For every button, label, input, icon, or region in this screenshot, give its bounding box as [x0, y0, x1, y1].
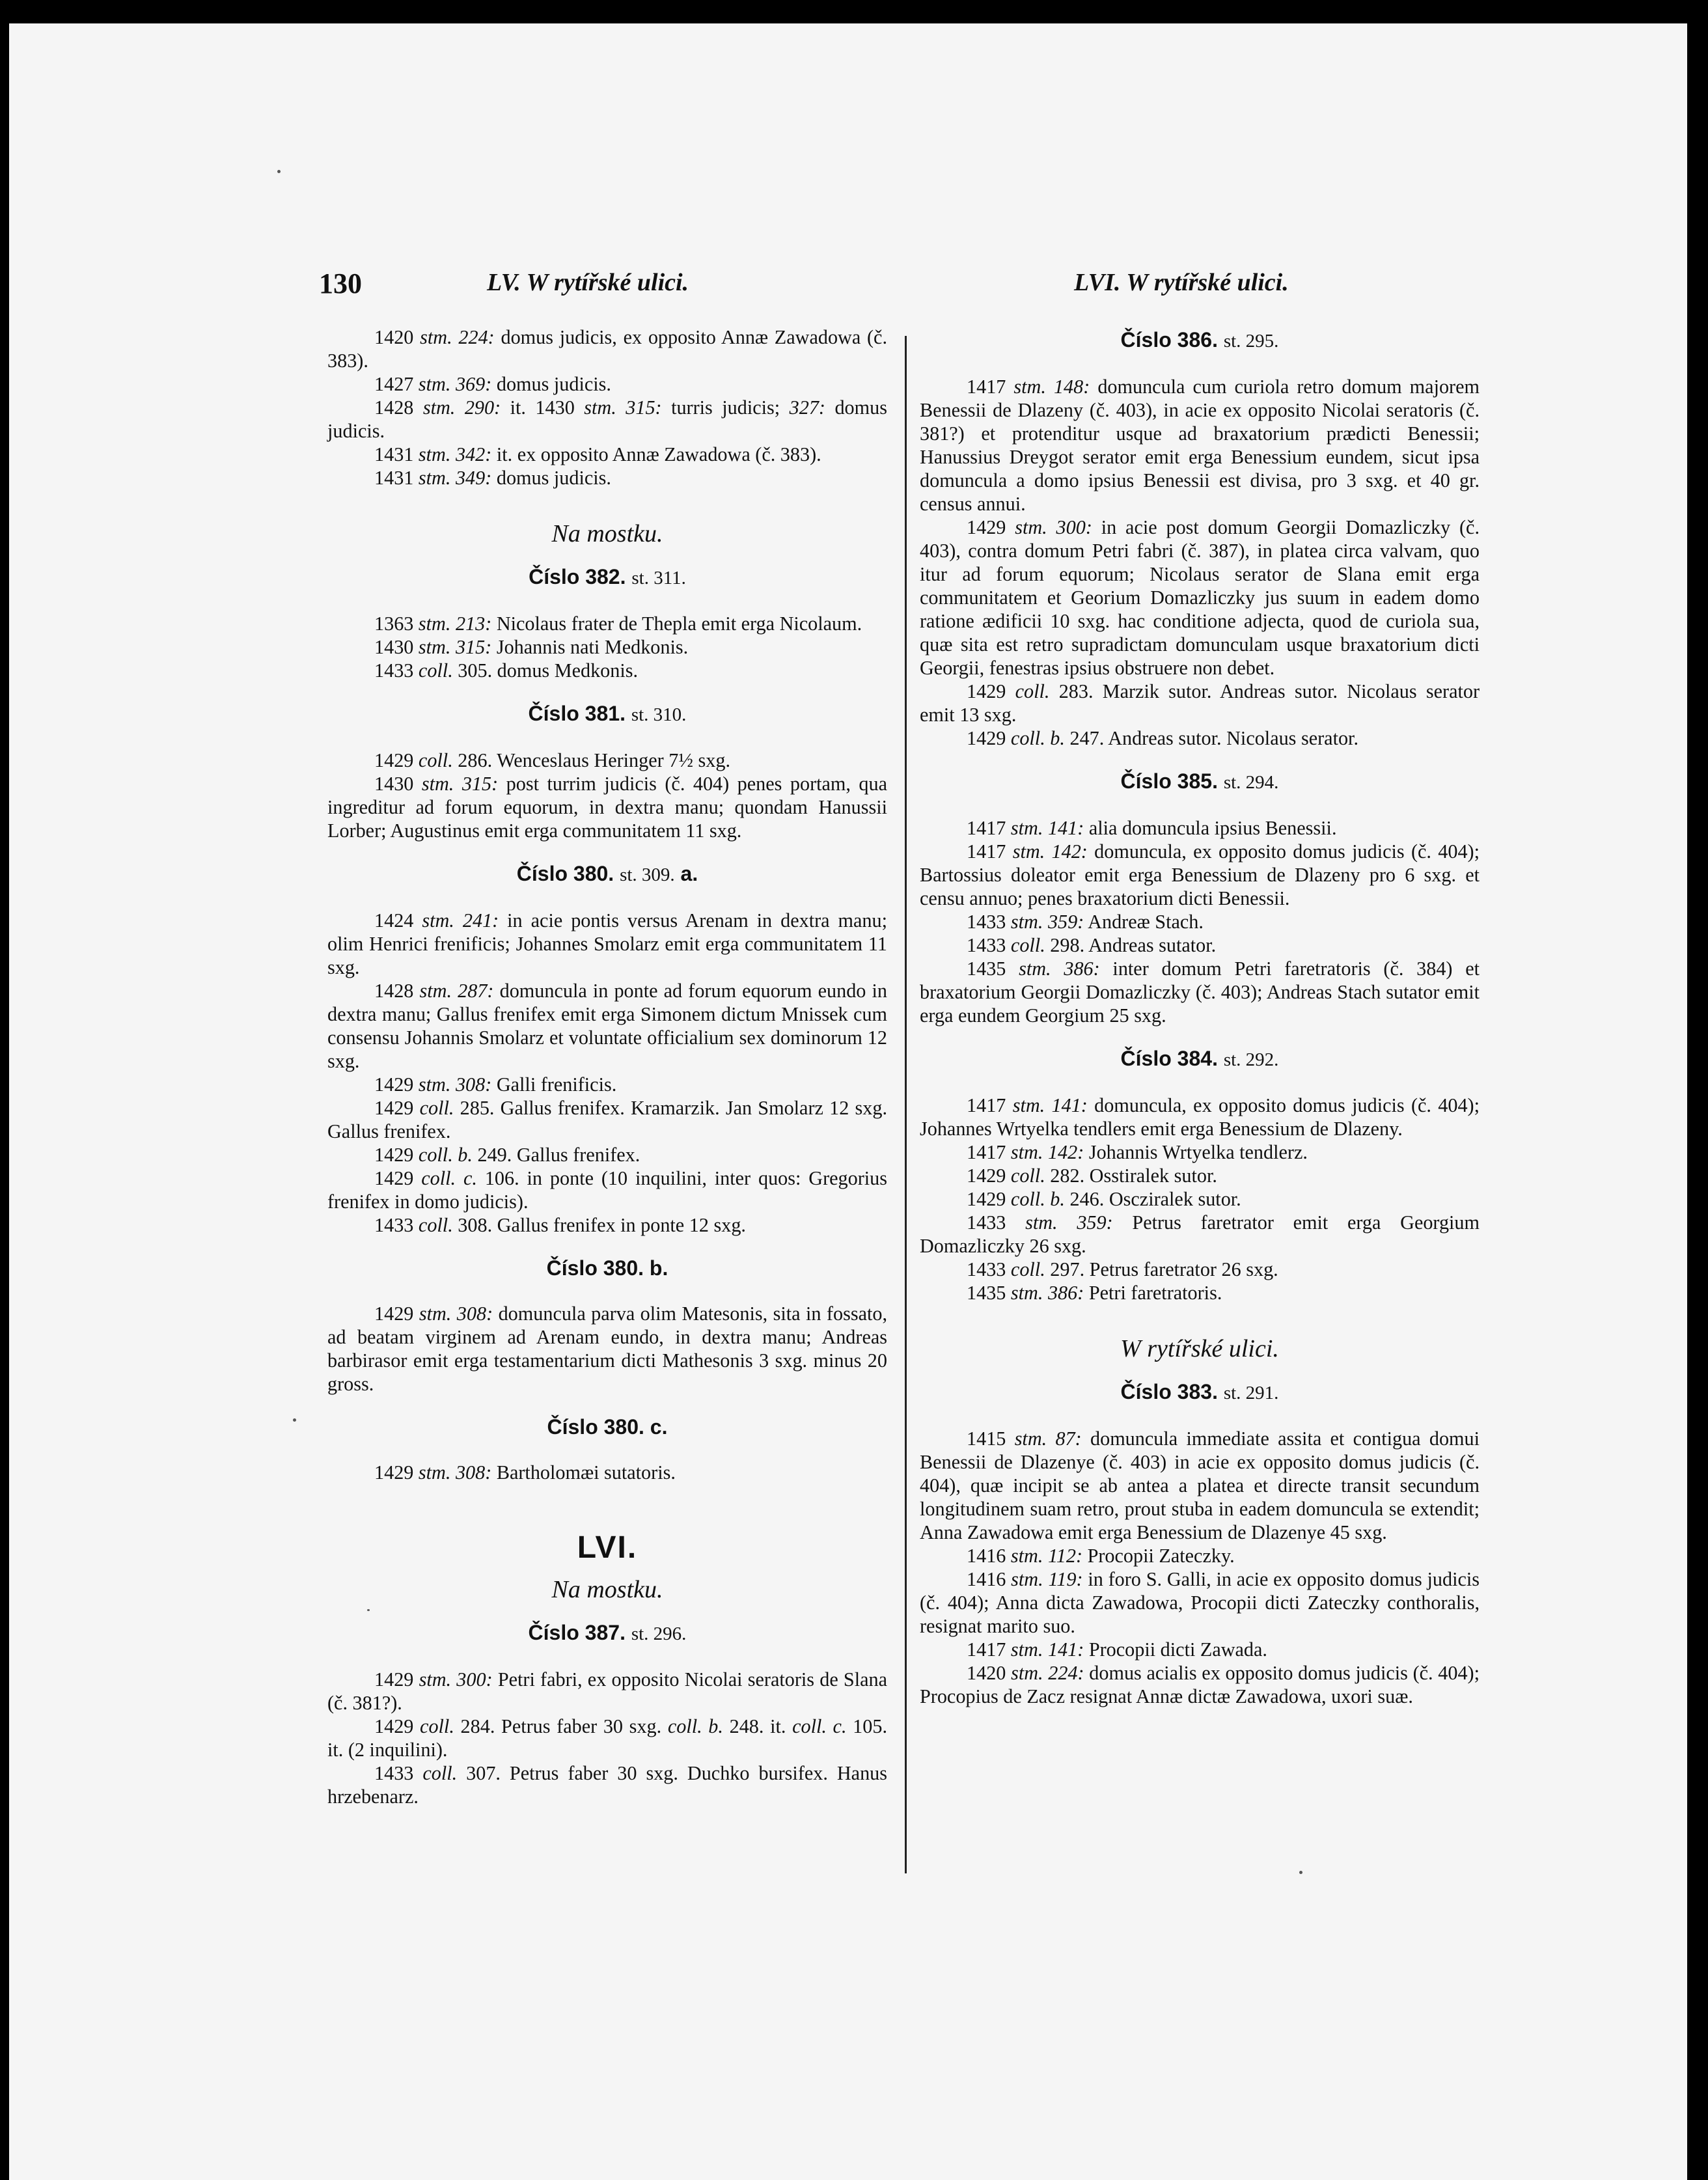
- entry-text: 1429: [374, 1097, 420, 1119]
- entry-text: 1427: [374, 373, 419, 395]
- register-entry: [327, 1668, 887, 1715]
- entry-text: domuncula cum curiola retro domum majorem Benessii de Dlazeny (č. 403), in acie ex opposito Nicolai seratoris (č. 381?) et protenditur usque ad braxatorium prædicti Benessii; Hanussius Dreygot serator emit erga Benessium eundem, sicut ipsa domuncula a domo ipsius Benessii est divisa, pro 3 sxg. et 40 gr. census annui.: [920, 376, 1480, 515]
- entry-reference: 327:: [789, 396, 825, 419]
- section-heading-387: [327, 1621, 887, 1646]
- entry-text: 1415: [967, 1428, 1015, 1450]
- entry-text: 1433: [967, 934, 1011, 956]
- section-heading-382: [327, 565, 887, 590]
- entry-text: 1429: [967, 1165, 1011, 1187]
- entry-reference: stm. 386:: [1019, 958, 1100, 980]
- entry-text: 1431: [374, 443, 419, 465]
- register-entry: [920, 1427, 1480, 1544]
- entry-reference: stm. 213:: [418, 613, 492, 635]
- entry-reference: stm. 300:: [1015, 516, 1092, 538]
- entry-text: domus judicis.: [491, 467, 611, 489]
- entry-reference: stm. 315:: [421, 773, 499, 795]
- entry-text: 1420: [967, 1662, 1012, 1684]
- scan-border-right: [1687, 0, 1708, 2180]
- entry-text: 1429: [967, 727, 1011, 749]
- section-st: st. 294.: [1223, 772, 1279, 793]
- register-entry: [327, 1213, 887, 1237]
- section-title: Číslo 380.: [546, 1256, 644, 1280]
- entry-text: Procopii Zateczky.: [1082, 1545, 1235, 1567]
- chapter-number: LVI.: [577, 1530, 638, 1565]
- entry-reference: coll.: [418, 1214, 453, 1236]
- entry-reference: coll. b.: [418, 1144, 473, 1166]
- register-entry: [920, 1211, 1480, 1258]
- entry-text: domuncula immediate assita et contigua domui Benessii de Dlazenye (č. 403) in acie ex opposito domus judicis (č. 404), quæ incipit se ab antea a platea et directe transit secundum longitudinem suam retro, prout stuba in eadem domuncula se extendit; Anna Zawadowa emit erga Benessium de Dlazenye 45 sxg.: [920, 1428, 1480, 1543]
- entry-text: 308. Gallus frenifex in ponte 12 sxg.: [452, 1214, 746, 1236]
- entry-reference: stm. 142:: [1012, 840, 1088, 862]
- entry-reference: stm. 87:: [1014, 1428, 1082, 1450]
- register-entry: [920, 1187, 1480, 1211]
- intro-entries: [327, 325, 887, 490]
- entry-text: 249. Gallus frenifex.: [472, 1144, 640, 1166]
- entry-text: 1433: [967, 1211, 1026, 1234]
- entry-text: 1429: [374, 749, 419, 771]
- section-st: st. 292.: [1223, 1049, 1279, 1070]
- section-heading-385: [920, 769, 1480, 794]
- register-entry: [327, 659, 887, 682]
- entry-reference: stm. 349:: [418, 467, 492, 489]
- entry-text: domuncula in ponte ad forum equorum eundo in dextra manu; Gallus frenifex emit erga Simonem dictum Mnissek cum consensu Johannis Smolarz et voluntate officialium sex dominorum 12 sxg.: [327, 980, 888, 1072]
- register-entry: [920, 1164, 1480, 1187]
- entry-reference: coll. b.: [1010, 1188, 1065, 1210]
- entry-reference: stm. 308:: [419, 1303, 493, 1325]
- entry-text: turris judicis;: [661, 396, 790, 419]
- scan-border-left: [0, 0, 9, 2180]
- register-entry: [327, 396, 887, 443]
- entry-reference: stm. 315:: [418, 636, 492, 658]
- entry-text: 247. Andreas sutor. Nicolaus serator.: [1064, 727, 1358, 749]
- entry-text: 1429: [374, 1167, 422, 1189]
- entry-reference: stm. 300:: [419, 1668, 493, 1690]
- entry-reference: coll. b.: [1010, 727, 1065, 749]
- section-title: Číslo 385.: [1120, 769, 1218, 793]
- entry-reference: stm. 224:: [1011, 1662, 1084, 1684]
- register-entry: [327, 909, 887, 979]
- section-380b-entries: [327, 1302, 887, 1396]
- entry-text: Andreæ Stach.: [1084, 911, 1204, 933]
- section-st: st. 296.: [631, 1623, 687, 1644]
- entry-reference: stm. 342:: [418, 443, 492, 465]
- entry-text: 297. Petrus faretrator 26 sxg.: [1045, 1258, 1278, 1280]
- subheading-w-rytirske-ulici: W rytířské ulici.: [1120, 1335, 1279, 1362]
- entry-text: 1433: [374, 1214, 419, 1236]
- entry-reference: coll.: [418, 749, 453, 771]
- entry-text: domus acialis ex opposito domus judicis (č. 404); Procopius de Zacz resignat Annæ dictæ Zawadowa, uxori suæ.: [920, 1662, 1480, 1707]
- page-number: 130: [319, 268, 362, 299]
- entry-reference: coll.: [1010, 1258, 1045, 1280]
- entry-reference: stm. 308:: [418, 1461, 492, 1483]
- section-title: Číslo 387.: [528, 1621, 626, 1644]
- entry-text: 248. it.: [723, 1715, 793, 1737]
- register-entry: [327, 1715, 887, 1761]
- entry-text: 1433: [967, 1258, 1011, 1280]
- section-heading-386: [920, 328, 1480, 353]
- section-381-entries: [327, 749, 887, 842]
- entry-text: 283. Marzik sutor. Andreas sutor. Nicolaus serator emit 13 sxg.: [920, 680, 1480, 726]
- section-suffix: c.: [650, 1415, 668, 1439]
- register-entry: [920, 840, 1480, 910]
- section-title: Číslo 386.: [1120, 328, 1218, 352]
- entry-text: domuncula, ex opposito domus judicis (č. 404); Johannes Wrtyelka tendlers emit erga Benessium de Dlazeny.: [920, 1094, 1480, 1140]
- entry-reference: stm. 359:: [1025, 1211, 1113, 1234]
- register-entry: [327, 1096, 887, 1143]
- speck: [277, 170, 281, 173]
- register-entry: [327, 325, 887, 372]
- register-entry: [327, 372, 887, 396]
- entry-text: 1416: [967, 1568, 1012, 1590]
- entry-reference: stm. 386:: [1010, 1282, 1084, 1304]
- section-386-entries: [920, 375, 1480, 750]
- entry-text: 1428: [374, 980, 420, 1002]
- section-st: st. 311.: [631, 568, 686, 588]
- entry-text: Johannis Wrtyelka tendlerz.: [1084, 1141, 1308, 1163]
- section-title: Číslo 381.: [528, 702, 626, 725]
- entry-reference: coll.: [1015, 680, 1050, 702]
- section-heading-381: [327, 702, 887, 726]
- left-column: [327, 325, 887, 1808]
- entry-reference: stm. 241:: [422, 909, 499, 931]
- section-385-entries: [920, 816, 1480, 1027]
- speck: [293, 1418, 296, 1422]
- entry-reference: stm. 141:: [1010, 817, 1084, 839]
- entry-text: 1430: [374, 636, 419, 658]
- entry-reference: coll.: [1010, 934, 1045, 956]
- entry-text: 1420: [374, 326, 420, 348]
- entry-text: domus judicis, ex opposito Annæ Zawadowa (č. 383).: [327, 326, 887, 372]
- entry-text: 105. it. (2 inquilini).: [327, 1715, 887, 1761]
- entry-reference: stm. 112:: [1010, 1545, 1083, 1567]
- entry-reference: coll. c.: [421, 1167, 477, 1189]
- entry-text: 305. domus Medkonis.: [452, 659, 639, 682]
- entry-text: 284. Petrus faber 30 sxg.: [454, 1715, 668, 1737]
- right-column: [920, 325, 1480, 1708]
- entry-text: 1417: [967, 817, 1011, 839]
- section-heading-380c: [327, 1415, 887, 1439]
- register-entry: [327, 979, 887, 1073]
- running-head-left: LV. W rytířské ulici.: [487, 269, 689, 296]
- register-entry: [327, 772, 887, 842]
- entry-text: domus judicis.: [327, 396, 887, 442]
- entry-text: 1417: [967, 840, 1013, 862]
- register-entry: [920, 375, 1480, 516]
- section-383-entries: [920, 1427, 1480, 1708]
- entry-text: 285. Gallus frenifex. Kramarzik. Jan Smolarz 12 sxg. Gallus frenifex.: [327, 1097, 887, 1142]
- entry-text: 307. Petrus faber 30 sxg. Duchko bursifex. Hanus hrzebenarz.: [327, 1762, 888, 1808]
- entry-text: 1424: [374, 909, 422, 931]
- register-entry: [920, 933, 1480, 957]
- entry-reference: coll. b.: [667, 1715, 723, 1737]
- register-entry: [327, 1302, 887, 1396]
- register-entry: [920, 1638, 1480, 1661]
- entry-text: 1429: [374, 1073, 419, 1096]
- entry-text: 1417: [967, 376, 1014, 398]
- register-entry: [327, 1761, 887, 1808]
- register-entry: [327, 1461, 887, 1484]
- entry-text: 246. Oscziralek sutor.: [1064, 1188, 1241, 1210]
- section-title: Číslo 380.: [547, 1415, 644, 1439]
- entry-text: 1429: [374, 1144, 419, 1166]
- register-entry: [920, 957, 1480, 1027]
- section-382-entries: [327, 612, 887, 682]
- entry-text: 1429: [374, 1303, 419, 1325]
- section-heading-380b: [327, 1256, 887, 1280]
- register-entry: [327, 1073, 887, 1096]
- entry-reference: stm. 308:: [418, 1073, 492, 1096]
- entry-text: Johannis nati Medkonis.: [491, 636, 689, 658]
- entry-text: Bartholomæi sutatoris.: [491, 1461, 676, 1483]
- entry-reference: stm. 119:: [1011, 1568, 1083, 1590]
- register-entry: [327, 466, 887, 490]
- entry-text: 1429: [967, 680, 1015, 702]
- entry-text: Petri fabri, ex opposito Nicolai seratoris de Slana (č. 381?).: [327, 1668, 887, 1714]
- entry-text: 1433: [374, 659, 419, 682]
- entry-reference: coll.: [420, 1715, 454, 1737]
- entry-text: alia domuncula ipsius Benessii.: [1084, 817, 1337, 839]
- entry-reference: stm. 141:: [1012, 1094, 1088, 1116]
- entry-reference: stm. 287:: [419, 980, 494, 1002]
- section-title: Číslo 380.: [516, 862, 614, 885]
- entry-text: 106. in ponte (10 inquilini, inter quos: Gregorius frenifex in domo judicis).: [327, 1167, 888, 1213]
- section-title: Číslo 383.: [1120, 1380, 1218, 1403]
- entry-text: 298. Andreas sutator.: [1045, 934, 1217, 956]
- section-st: st. 309.: [620, 864, 675, 885]
- entry-text: post turrim judicis (č. 404) penes portam, qua ingreditur ad forum equorum, in dextra manu; quondam Hanussii Lorber; Augustinus emit erga communitatem 11 sxg.: [327, 773, 887, 842]
- entry-text: 1435: [967, 1282, 1011, 1304]
- register-entry: [920, 680, 1480, 726]
- section-heading-380a: [327, 862, 887, 887]
- register-entry: [920, 1661, 1480, 1708]
- entry-reference: stm. 142:: [1010, 1141, 1084, 1163]
- entry-text: 1429: [967, 516, 1015, 538]
- entry-text: 1433: [374, 1762, 423, 1784]
- entry-text: in acie pontis versus Arenam in dextra manu; olim Henrici frenificis; Johannes Smolarz emit erga communitatem 11 sxg.: [327, 909, 888, 978]
- scan-border-top: [0, 0, 1708, 23]
- entry-text: it. 1430: [501, 396, 585, 419]
- entry-text: domuncula parva olim Matesonis, sita in fossato, ad beatam virginem ad Arenam eundo, in dextra manu; Andreas barbirasor emit erga testamentarium dicti Mathesonis 3 sxg. minus 20 gross.: [327, 1303, 887, 1395]
- entry-text: 286. Wenceslaus Heringer 7½ sxg.: [452, 749, 730, 771]
- entry-text: 1428: [374, 396, 423, 419]
- entry-text: 1430: [374, 773, 422, 795]
- entry-text: 1417: [967, 1094, 1013, 1116]
- subheading-na-mostku: Na mostku.: [551, 520, 663, 547]
- section-380a-entries: [327, 909, 887, 1237]
- entry-reference: coll. c.: [792, 1715, 847, 1737]
- section-387-entries: [327, 1668, 887, 1808]
- entry-text: 1429: [374, 1715, 420, 1737]
- register-entry: [920, 1258, 1480, 1281]
- register-entry: [327, 612, 887, 635]
- register-entry: [920, 816, 1480, 840]
- section-st: st. 291.: [1223, 1383, 1279, 1403]
- entry-text: Procopii dicti Zawada.: [1084, 1638, 1267, 1661]
- entry-text: 1435: [967, 958, 1019, 980]
- register-entry: [327, 443, 887, 466]
- entry-reference: stm. 359:: [1010, 911, 1084, 933]
- register-entry: [920, 1567, 1480, 1638]
- entry-text: 1363: [374, 613, 419, 635]
- entry-reference: stm. 141:: [1010, 1638, 1084, 1661]
- column-divider: [905, 336, 907, 1873]
- entry-text: Nicolaus frater de Thepla emit erga Nicolaum.: [491, 613, 862, 635]
- entry-text: 1429: [967, 1188, 1011, 1210]
- section-heading-383: [920, 1380, 1480, 1405]
- register-entry: [327, 635, 887, 659]
- entry-text: 1416: [967, 1545, 1011, 1567]
- entry-reference: coll.: [1010, 1165, 1045, 1187]
- entry-text: in foro S. Galli, in acie ex opposito domus judicis (č. 404); Anna dicta Zawadowa, Procopii dicti Zateczky conthoralis, resignat marito suo.: [920, 1568, 1480, 1637]
- speck: [1299, 1871, 1302, 1874]
- entry-reference: stm. 148:: [1013, 376, 1090, 398]
- entry-text: Galli frenificis.: [491, 1073, 617, 1096]
- running-head-right: LVI. W rytířské ulici.: [1074, 269, 1289, 296]
- entry-text: 1417: [967, 1638, 1011, 1661]
- register-entry: [920, 1094, 1480, 1140]
- register-entry: [327, 749, 887, 772]
- section-st: st. 295.: [1223, 331, 1279, 352]
- entry-text: Petrus faretrator emit erga Georgium Domazliczky 26 sxg.: [920, 1211, 1480, 1257]
- register-entry: [920, 1281, 1480, 1304]
- register-entry: [327, 1166, 887, 1213]
- section-heading-384: [920, 1047, 1480, 1071]
- section-380c-entries: [327, 1461, 887, 1484]
- entry-reference: stm. 315:: [584, 396, 662, 419]
- entry-text: 1433: [967, 911, 1011, 933]
- entry-text: 1429: [374, 1461, 419, 1483]
- entry-reference: stm. 290:: [422, 396, 501, 419]
- entry-reference: stm. 224:: [420, 326, 495, 348]
- section-suffix: b.: [649, 1256, 668, 1280]
- section-suffix: a.: [680, 862, 698, 885]
- entry-text: in acie post domum Georgii Domazliczky (č. 403), contra domum Petri fabri (č. 387), in platea circa valvam, quo itur ad forum equorum; Nicolaus serator de Slana emit erga communitatem et Georium Domazliczky jus suum in eadem domo ratione ædificii 10 sxg. hac conditione adjecta, quod de curiola sua, quæ sita est retro supradictam domunculam usque braxatorium dicti Georgii, fenestras ipsius obstruere non debet.: [920, 516, 1480, 679]
- register-entry: [920, 910, 1480, 933]
- entry-text: 1429: [374, 1668, 419, 1690]
- section-title: Číslo 382.: [529, 565, 626, 588]
- entry-reference: coll.: [419, 1097, 454, 1119]
- register-entry: [327, 1143, 887, 1166]
- entry-text: 1431: [374, 467, 419, 489]
- entry-text: it. ex opposito Annæ Zawadowa (č. 383).: [491, 443, 821, 465]
- entry-reference: coll.: [422, 1762, 458, 1784]
- entry-text: Petri faretratoris.: [1084, 1282, 1222, 1304]
- entry-text: 1417: [967, 1141, 1011, 1163]
- subheading-na-mostku-2: Na mostku.: [551, 1576, 663, 1603]
- register-entry: [920, 516, 1480, 680]
- entry-text: domus judicis.: [491, 373, 611, 395]
- section-title: Číslo 384.: [1120, 1047, 1218, 1070]
- entry-reference: stm. 369:: [418, 373, 492, 395]
- entry-reference: coll.: [418, 659, 453, 682]
- entry-text: domuncula, ex opposito domus judicis (č. 404); Bartossius doleator emit erga Benessium de Dlazeny pro 6 sxg. et censu annuo; penes braxatorium dicti Benessii.: [920, 840, 1480, 909]
- register-entry: [920, 726, 1480, 750]
- section-st: st. 310.: [631, 704, 687, 725]
- section-384-entries: [920, 1094, 1480, 1304]
- entry-text: 282. Osstiralek sutor.: [1045, 1165, 1217, 1187]
- register-entry: [920, 1544, 1480, 1567]
- register-entry: [920, 1140, 1480, 1164]
- entry-text: inter domum Petri faretratoris (č. 384) et braxatorium Georgii Domazliczky (č. 403); Andreas Stach sutator emit erga eundem Georgium 25 sxg.: [920, 958, 1480, 1027]
